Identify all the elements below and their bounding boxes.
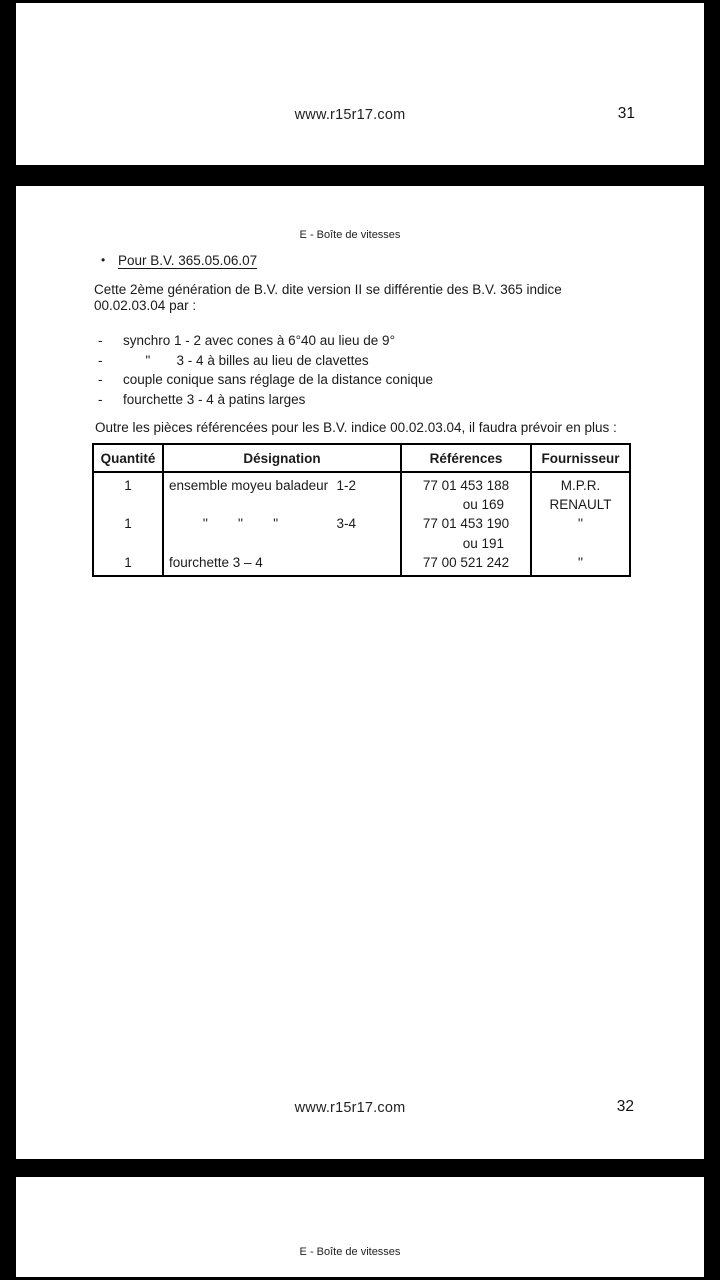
dash-item-text: fourchette 3 - 4 à patins larges <box>123 391 306 407</box>
gear-range: 3-4 <box>336 516 356 532</box>
col-header-references: Références <box>402 445 532 473</box>
dash-item-text: couple conique sans réglage de la distance conique <box>123 372 433 388</box>
table-cell: 1 <box>124 516 132 532</box>
table-cell: ou 191 <box>462 535 504 551</box>
table-cell: '' <box>577 554 584 570</box>
fournisseur-column <box>532 473 629 575</box>
col-header-designation: Désignation <box>164 445 402 473</box>
table-cell <box>94 534 162 553</box>
references-column <box>402 473 532 575</box>
dash-marker: - <box>98 333 103 348</box>
section-header: E - Boîte de vitesses <box>299 1246 401 1258</box>
dash-item <box>98 392 433 412</box>
footer-url: www.r15r17.com <box>294 1100 406 1116</box>
table-cell: 1 <box>124 478 132 493</box>
right-margin <box>704 0 720 1280</box>
table-cell: ou 169 <box>462 497 504 513</box>
intro-paragraph <box>94 282 614 313</box>
bullet-list-item <box>101 253 257 268</box>
gear-range: 1-2 <box>336 478 356 493</box>
page-number: 31 <box>617 105 635 122</box>
table-cell <box>164 514 400 533</box>
page-separator-band <box>0 1159 720 1177</box>
page-number: 32 <box>616 1098 634 1115</box>
dash-item <box>98 372 433 392</box>
bullet-item-text: Pour B.V. 365.05.06.07 <box>118 253 258 268</box>
table-cell: 1 <box>124 554 132 570</box>
designation-column <box>164 473 402 575</box>
dash-item-text: synchro 1 - 2 avec cones à 6°40 au lieu de 9° <box>123 333 395 348</box>
footer-url: www.r15r17.com <box>294 107 406 123</box>
intro-line: 00.02.03.04 par : <box>94 297 197 313</box>
bullet-icon: • <box>101 253 106 267</box>
table-header-row <box>94 445 629 473</box>
table-cell <box>164 534 400 553</box>
quantite-column <box>94 473 164 575</box>
top-edge <box>0 0 720 3</box>
table-body <box>94 473 629 575</box>
table-cell: 77 01 453 190 <box>422 516 510 532</box>
dash-item <box>98 333 433 353</box>
designation-text: ensemble moyeu baladeur <box>169 478 329 493</box>
ditto-marks: '' '' '' <box>169 516 279 532</box>
table-cell <box>164 476 400 495</box>
dash-marker: - <box>98 372 103 388</box>
parts-table <box>92 443 631 577</box>
table-cell <box>164 553 400 572</box>
table-cell: 77 00 521 242 <box>422 554 510 570</box>
table-cell: M.P.R. <box>560 478 601 493</box>
dash-item <box>98 353 433 373</box>
dash-marker: - <box>98 391 103 407</box>
table-cell: RENAULT <box>549 497 612 513</box>
left-margin <box>0 0 16 1280</box>
dash-list <box>98 333 433 411</box>
dash-item-text: " 3 - 4 à billes au lieu de clavettes <box>123 352 369 368</box>
table-cell: 77 01 453 188 <box>422 478 510 493</box>
col-header-quantite: Quantité <box>94 445 164 473</box>
table-cell <box>164 495 400 514</box>
col-header-fournisseur: Fournisseur <box>532 445 629 473</box>
section-header: E - Boîte de vitesses <box>299 229 401 241</box>
table-cell <box>532 534 629 553</box>
page-separator-band <box>0 165 720 186</box>
outre-paragraph: Outre les pièces référencées pour les B.V. indice 00.02.03.04, il faudra prévoir en plus : <box>95 420 617 435</box>
intro-line: Cette 2ème génération de B.V. dite version II se différentie des B.V. 365 indice <box>94 282 562 297</box>
dash-marker: - <box>98 352 103 368</box>
table-cell <box>94 495 162 514</box>
designation-text: fourchette 3 – 4 <box>169 554 263 570</box>
table-cell: '' <box>577 516 584 532</box>
